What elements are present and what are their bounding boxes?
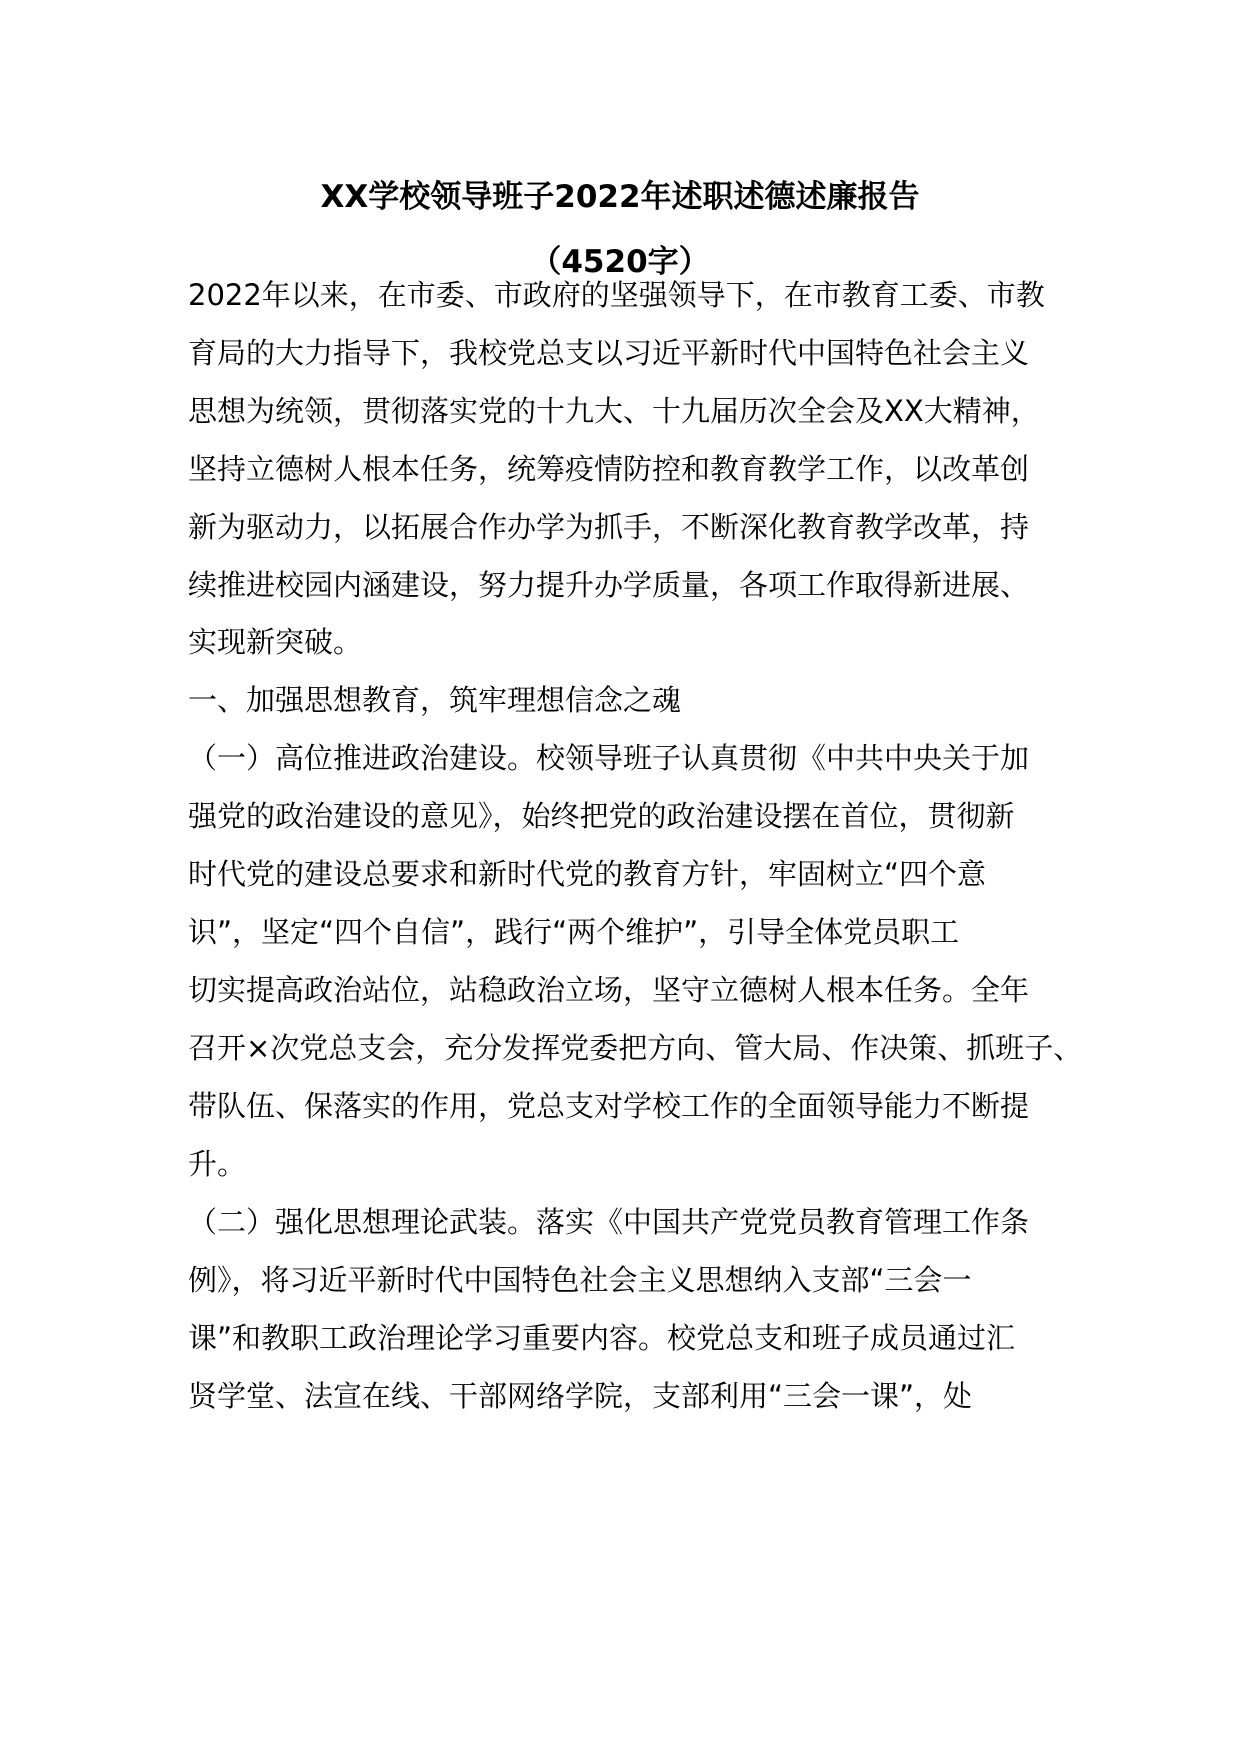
- document-subtitle: （4520字）: [530, 244, 710, 280]
- document-title: XX学校领导班子2022年述职述德述廉报告: [320, 179, 920, 215]
- body-line: 课”和教职工政治理论学习重要内容。校党总支和班子成员通过汇: [188, 1321, 1016, 1355]
- body-line: 贤学堂、法宣在线、干部网络学院，支部利用“三会一课”，处: [188, 1379, 973, 1413]
- body-line: 带队伍、保落实的作用，党总支对学校工作的全面领导能力不断提: [188, 1089, 1030, 1123]
- body-line: 升。: [188, 1147, 247, 1181]
- body-line: 识”，坚定“四个自信”，践行“两个维护”，引导全体党员职工: [188, 915, 960, 949]
- body-line: 时代党的建设总要求和新时代党的教育方针，牢固树立“四个意: [188, 857, 987, 891]
- body-line: 2022年以来，在市委、市政府的坚强领导下，在市教育工委、市教: [188, 278, 1045, 312]
- body-line: 思想为统领，贯彻落实党的十九大、十九届历次全会及XX大精神，: [188, 394, 1040, 428]
- body-line: （一）高位推进政治建设。校领导班子认真贯彻《中共中央关于加: [188, 741, 1030, 775]
- body-line: 坚持立德树人根本任务，统筹疫情防控和教育教学工作，以改革创: [188, 452, 1030, 486]
- body-line: 育局的大力指导下，我校党总支以习近平新时代中国特色社会主义: [188, 336, 1030, 370]
- body-line: 强党的政治建设的意见》，始终把党的政治建设摆在首位，贯彻新: [188, 799, 1015, 833]
- body-line: （二）强化思想理论武装。落实《中国共产党党员教育管理工作条: [188, 1205, 1030, 1239]
- body-line: 新为驱动力，以拓展合作办学为抓手，不断深化教育教学改革，持: [188, 510, 1030, 544]
- section-heading: 一、加强思想教育，筑牢理想信念之魂: [188, 683, 682, 717]
- body-line: 切实提高政治站位，站稳政治立场，坚守立德树人根本任务。全年: [188, 973, 1030, 1007]
- body-line: 召开×次党总支会，充分发挥党委把方向、管大局、作决策、抓班子、: [188, 1031, 1083, 1065]
- body-line: 实现新突破。: [188, 625, 363, 659]
- body-line: 例》，将习近平新时代中国特色社会主义思想纳入支部“三会一: [188, 1263, 972, 1297]
- body-line: 续推进校园内涵建设，努力提升办学质量，各项工作取得新进展、: [188, 568, 1030, 602]
